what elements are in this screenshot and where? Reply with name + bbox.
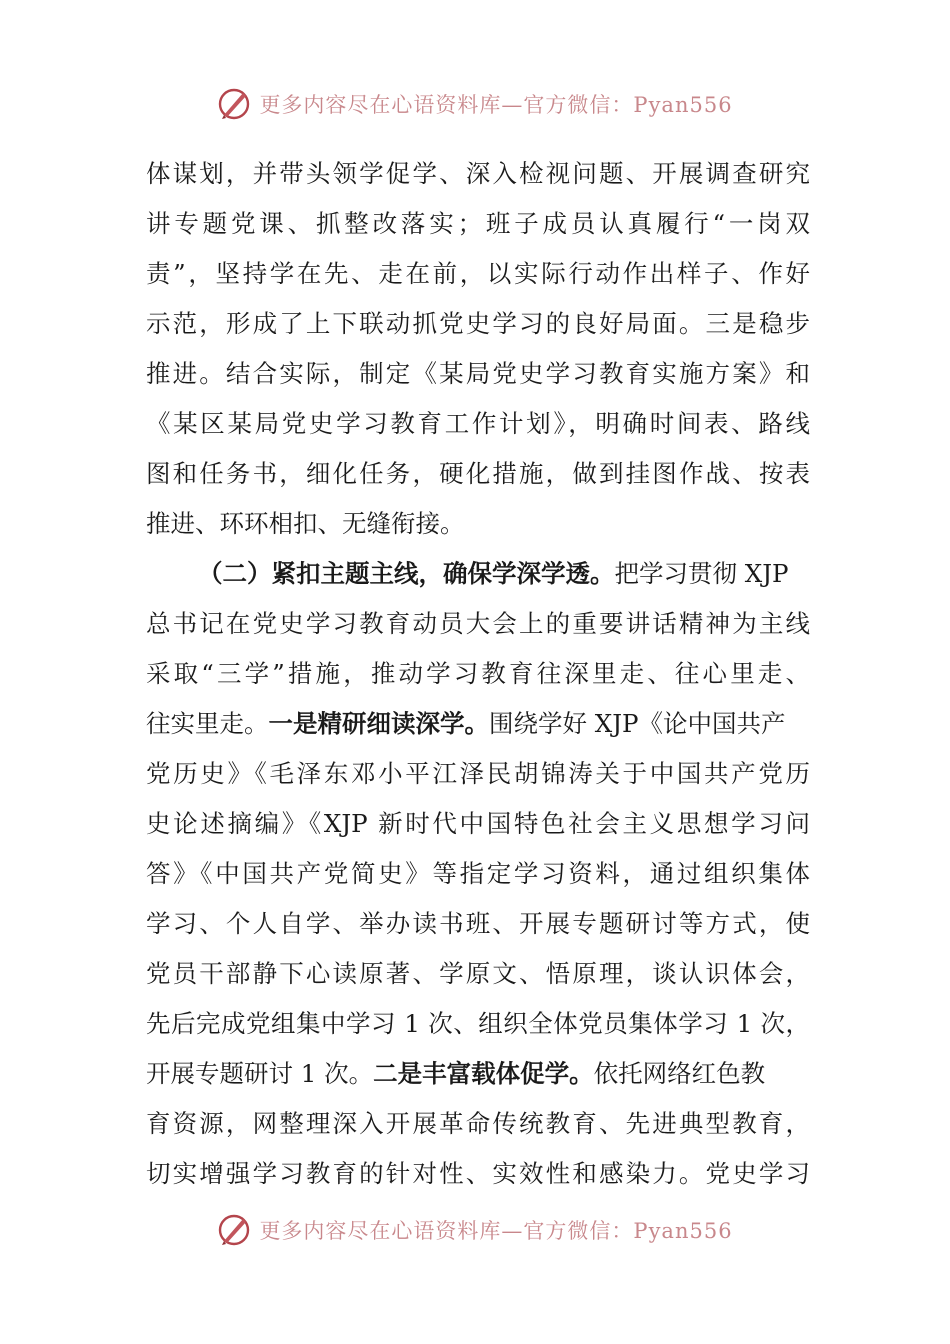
watermark-text: 更多内容尽在心语资料库—官方微信：Pyan556 [259, 1219, 733, 1243]
text-line: 讲专题党课、抓整改落实；班子成员认真履行“一岗双 [146, 209, 810, 238]
text-line: 切实增强学习教育的针对性、实效性和感染力。党史学习 [146, 1159, 810, 1188]
watermark-text: 更多内容尽在心语资料库—官方微信：Pyan556 [259, 93, 733, 117]
watermark-footer [0, 1210, 950, 1250]
text-line: 总书记在党史学习教育动员大会上的重要讲话精神为主线 [146, 609, 810, 638]
subsection-heading: 二是丰富载体促学。 [373, 1059, 594, 1088]
text-line: 责”，坚持学在先、走在前，以实际行动作出样子、作好 [146, 259, 810, 288]
pen-circle-logo-icon [217, 87, 251, 121]
text-line: 答》《中国共产党简史》等指定学习资料，通过组织集体 [146, 859, 810, 888]
document-body [146, 149, 810, 1199]
text-line: 图和任务书，细化任务，硬化措施，做到挂图作战、按表 [146, 459, 810, 488]
text-line: 党历史》《毛泽东邓小平江泽民胡锦涛关于中国共产党历 [146, 759, 810, 788]
text-line: 学习、个人自学、举办读书班、开展专题研讨等方式，使 [146, 909, 810, 938]
text-line: 推进。结合实际，制定《某局党史学习教育实施方案》和 [146, 359, 810, 388]
text-line: 推进、环环相扣、无缝衔接。 [146, 509, 465, 538]
text-line: 先后完成党组集中学习 1 次、组织全体党员集体学习 1 次， [146, 1009, 810, 1038]
text-line: 育资源，网整理深入开展革命传统教育、先进典型教育， [146, 1109, 810, 1138]
text-line: 史论述摘编》《XJP 新时代中国特色社会主义思想学习问 [146, 809, 810, 838]
section-heading: （二）紧扣主题主线，确保学深学透。 [198, 559, 615, 588]
text-line: 党员干部静下心读原著、学原文、悟原理，谈认识体会， [146, 959, 810, 988]
text-line: 采取“三学”措施，推动学习教育往深里走、往心里走、 [146, 659, 810, 688]
watermark-header [0, 84, 950, 124]
section-heading-line: （二）紧扣主题主线，确保学深学透。把学习贯彻 XJP [198, 559, 789, 588]
text-line: 开展专题研讨 1 次。二是丰富载体促学。依托网络红色教 [146, 1059, 766, 1088]
text-line: 《某区某局党史学习教育工作计划》，明确时间表、路线 [146, 409, 810, 438]
text-line: 示范，形成了上下联动抓党史学习的良好局面。三是稳步 [146, 309, 810, 338]
text-line: 往实里走。一是精研细读深学。围绕学好 XJP《论中国共产 [146, 709, 786, 738]
text-line: 体谋划，并带头领学促学、深入检视问题、开展调查研究 [146, 159, 810, 188]
pen-circle-logo-icon [217, 1213, 251, 1247]
subsection-heading: 一是精研细读深学。 [268, 709, 489, 738]
